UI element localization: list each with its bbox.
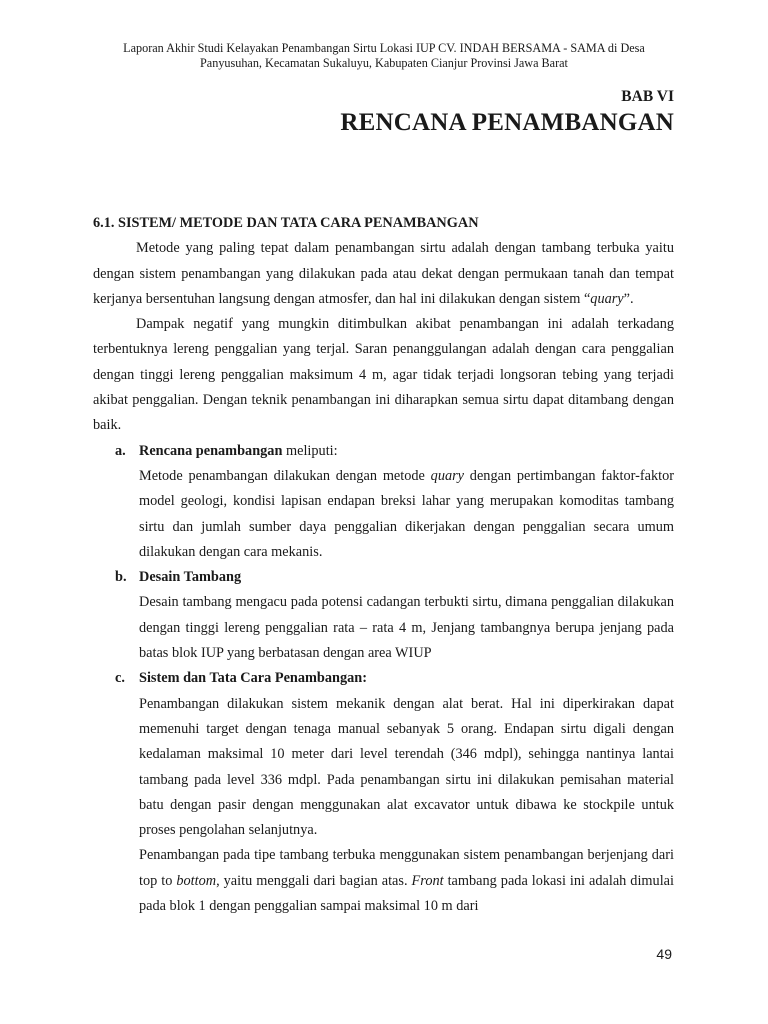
list-marker-a: a. — [115, 442, 126, 459]
list-item-c — [93, 666, 674, 919]
list-item-b-title: Desain Tambang — [139, 569, 242, 586]
paragraph-2: Dampak negatif yang mungkin ditimbulkan akibat penambangan ini adalah terkadang terbentuknya lereng penggalian yang terjal. Saran penanggulangan adalah dengan cara penggalian dengan tinggi lereng penggalian maksimum 4 m, agar tidak terjadi longsoran tebing yang terjadi akibat penggalian. Dengan teknik penambangan ini diharapkan semua sirtu dapat ditambang dengan baik. — [93, 316, 674, 434]
list-marker-b: b. — [115, 569, 127, 586]
header-line-2: Panyusuhan, Kecamatan Sukaluyu, Kabupaten Cianjur Provinsi Jawa Barat — [200, 56, 568, 70]
chapter-title: RENCANA PENAMBANGAN — [340, 109, 674, 136]
chapter-label: BAB VI — [621, 88, 674, 105]
paragraph-1-emphasis: quary — [590, 290, 624, 307]
list-item-a-text-1: Metode penambangan dilakukan dengan metode — [139, 467, 431, 484]
list-item-b-text: Desain tambang mengacu pada potensi cadangan terbukti sirtu, dimana penggalian dilakukan dengan tinggi lereng penggalian rata – rata 4 m, Jenjang tambangnya berupa jenjang pada batas blok IUP yang berbatasan dengan area WIUP — [139, 594, 674, 662]
list-item-c-text-2b: , yaitu menggali dari bagian atas. — [216, 872, 412, 889]
list-item-a — [93, 439, 674, 565]
list-item-c-emphasis-1: bottom — [176, 872, 217, 889]
paragraph-1-end: ”. — [623, 290, 634, 307]
list-item-c-emphasis-2: Front — [411, 872, 444, 889]
list-item-a-text-2: dengan pertimbangan faktor-faktor model geologi, kondisi lapisan endapan breksi lahar yang merupakan komoditas tambang sirtu dan jumlah sumber daya penggalian dikerjakan dengan penggalian secara umum dilakukan dengan cara mekanis. — [139, 467, 674, 560]
list-item-a-title — [139, 439, 674, 464]
list-item-b — [93, 565, 674, 666]
chapter-heading — [340, 88, 674, 138]
list-item-c-text-2a: Penambangan pada tipe tambang terbuka menggunakan sistem penambangan berjenjang dari top to — [139, 847, 674, 889]
header-line-1: Laporan Akhir Studi Kelayakan Penambangan Sirtu Lokasi IUP CV. INDAH BERSAMA - SAMA di Desa — [123, 41, 645, 55]
paragraph-1 — [93, 236, 674, 312]
list-item-a-title-suffix: meliputi: — [282, 442, 338, 459]
list-item-c-title: Sistem dan Tata Cara Penambangan: — [139, 670, 367, 687]
list-item-a-text — [139, 464, 674, 565]
list-marker-c: c. — [115, 670, 125, 687]
running-header — [90, 41, 678, 71]
page-number: 49 — [656, 946, 672, 962]
section-heading: 6.1. SISTEM/ METODE DAN TATA CARA PENAMBANGAN — [93, 215, 479, 231]
list-item-c-text-1: Penambangan dilakukan sistem mekanik dengan alat berat. Hal ini diperkirakan dapat memenuhi target dengan tenaga manual sebanyak 5 orang. Endapan sirtu digali dengan kedalaman maksimal 10 meter dari level terendah (346 mdpl), sehingga nantinya lantai tambang pada level 336 mdpl. Pada penambangan sirtu ini dilakukan pemisahan material batu dengan pasir dengan menggunakan alat excavator untuk dibawa ke stockpile untuk proses pengolahan selanjutnya. — [139, 695, 674, 839]
document-body — [93, 211, 674, 919]
paragraph-1-text: Metode yang paling tepat dalam penambangan sirtu adalah dengan tambang terbuka yaitu dengan sistem penambangan yang dilakukan pada atau dekat dengan permukaan tanah dan tempat kerjanya bersentuhan langsung dengan atmosfer, dan hal ini dilakukan dengan sistem “ — [93, 240, 674, 307]
list-item-c-text-2 — [139, 843, 674, 919]
list-item-c-text-2c: tambang pada lokasi ini adalah dimulai pada blok 1 dengan penggalian sampai maksimal 10 m dari — [139, 872, 674, 915]
list-item-a-emphasis: quary — [430, 467, 465, 484]
list-item-a-title-bold: Rencana penambangan — [139, 442, 283, 459]
